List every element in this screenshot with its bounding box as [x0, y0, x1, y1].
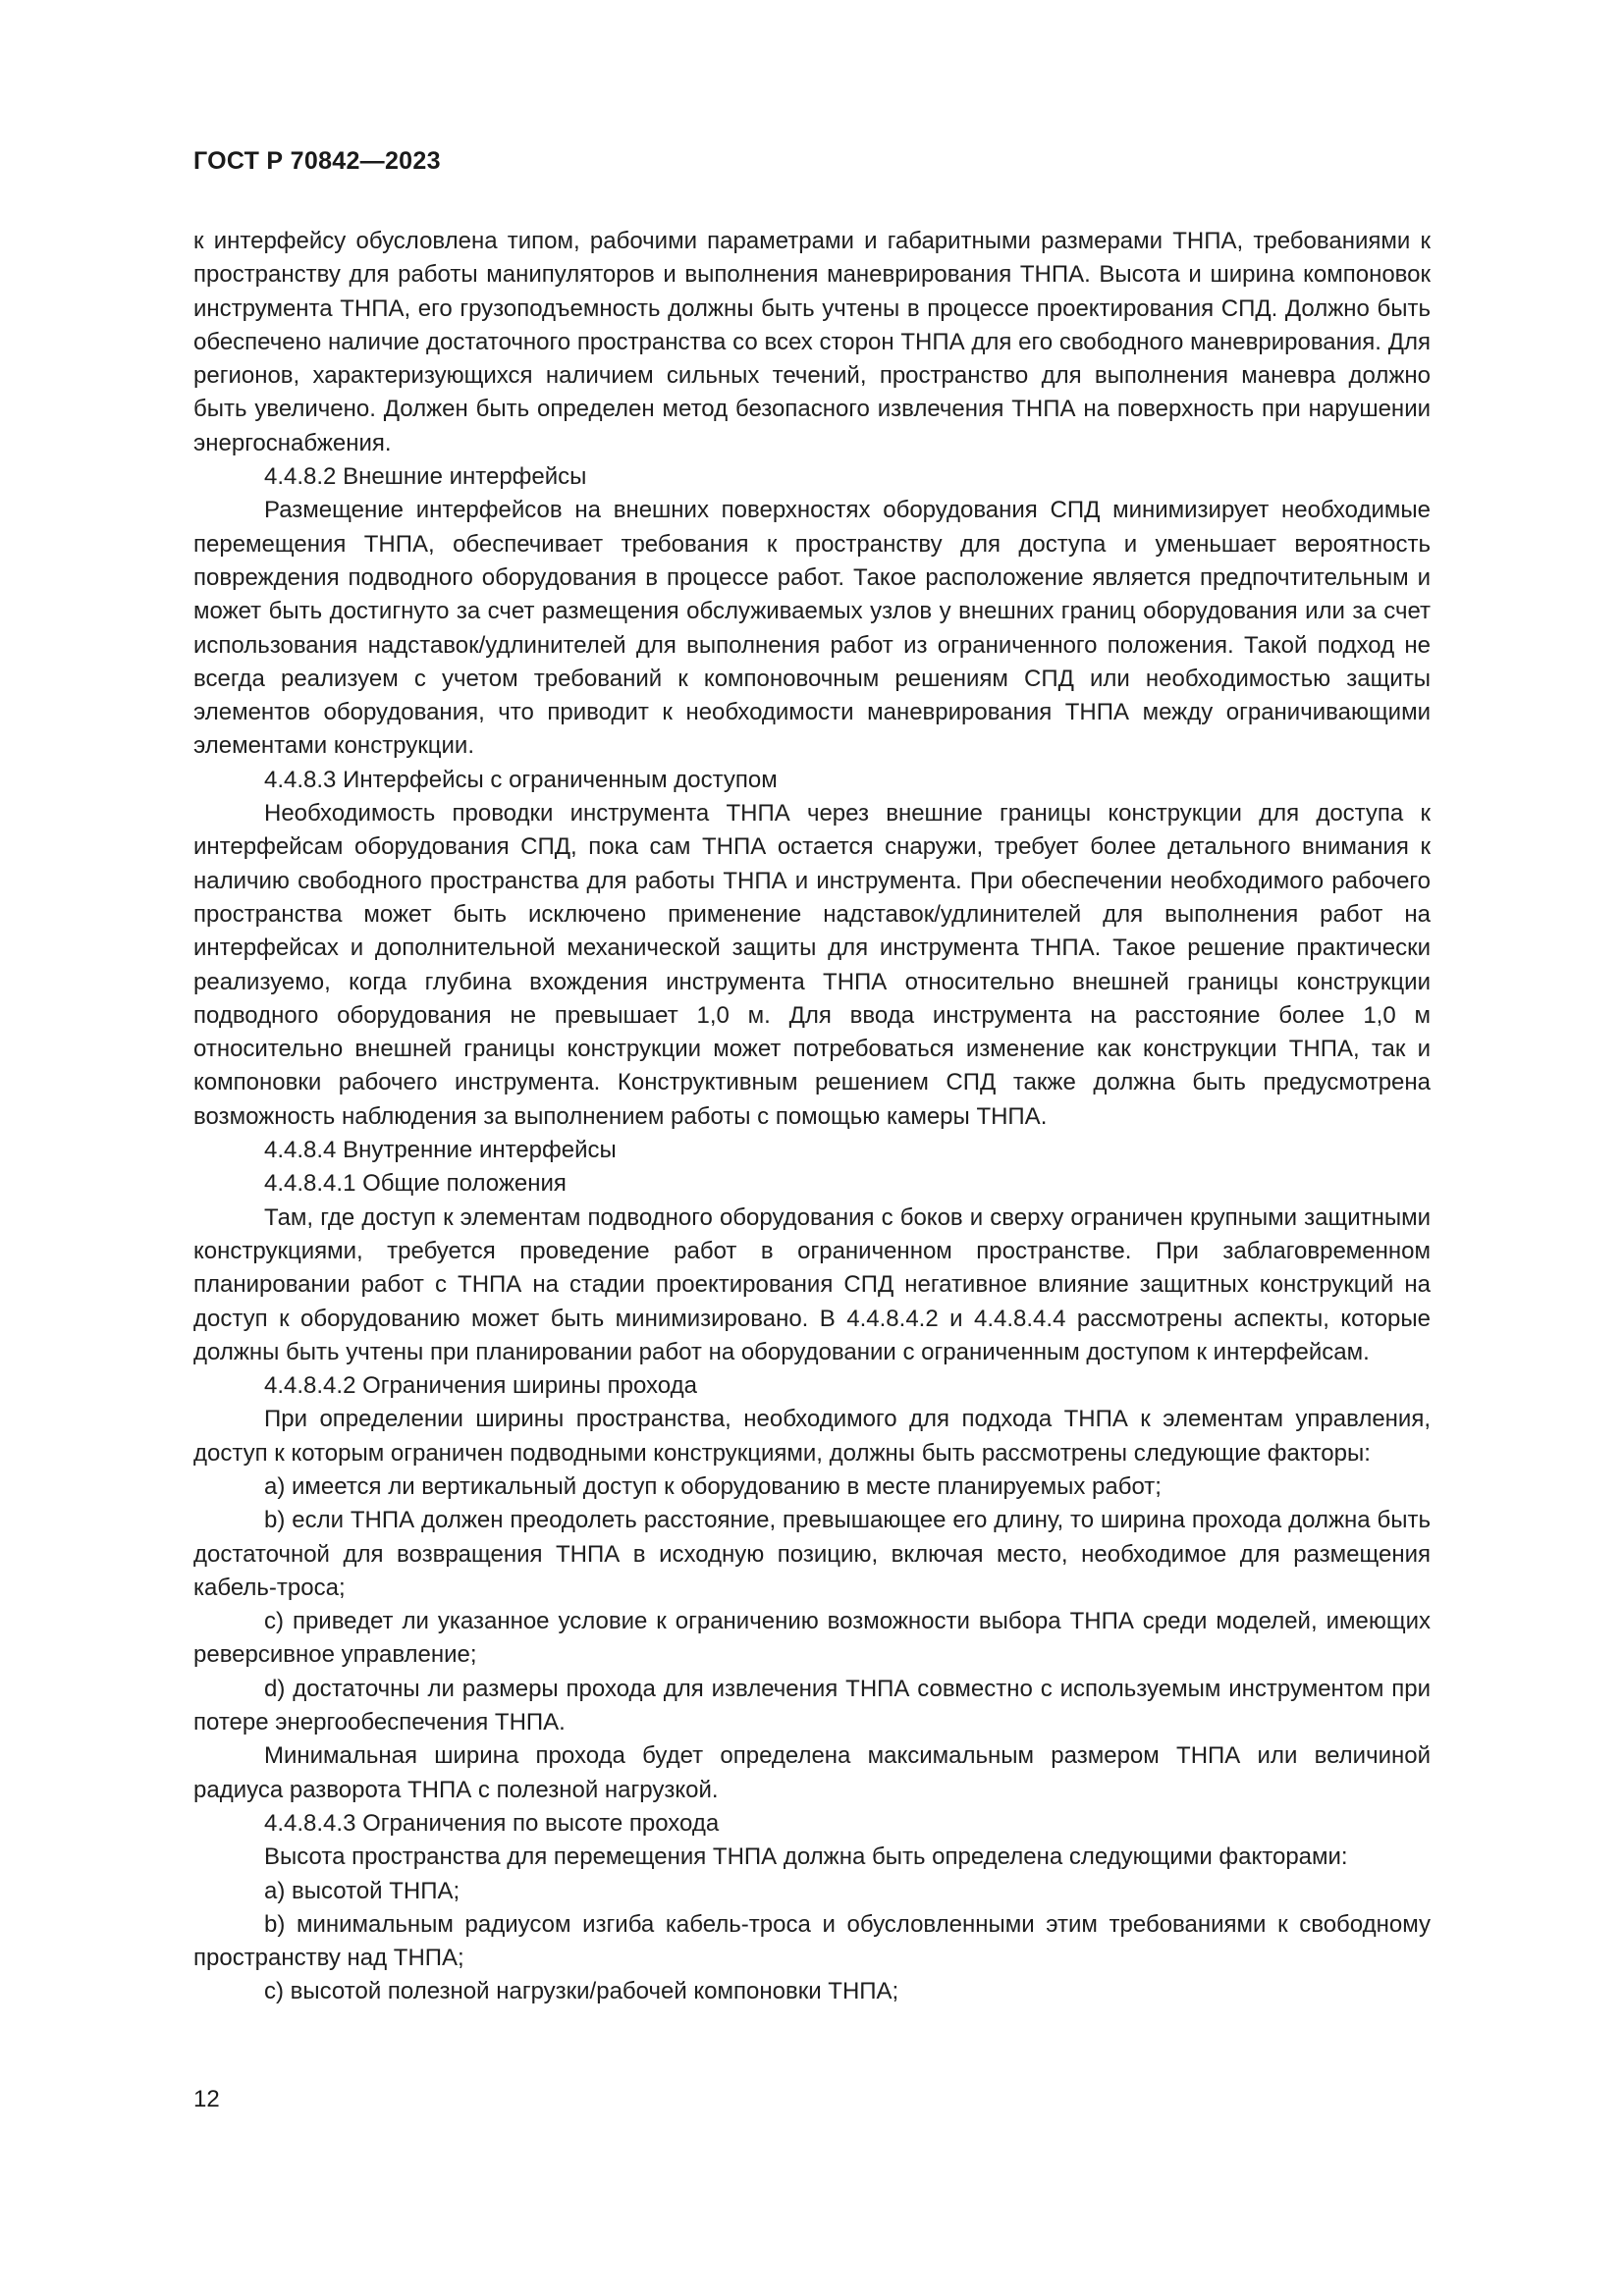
page-number: 12 [193, 2086, 220, 2112]
list-item: d) достаточны ли размеры прохода для извлечения ТНПА совместно с используемым инструментом при потере энергообеспечения ТНПА. [193, 1675, 1431, 1736]
section-heading-4-4-8-3: 4.4.8.3 Интерфейсы с ограниченным доступом [264, 766, 778, 793]
section-heading-4-4-8-4-2: 4.4.8.4.2 Ограничения ширины прохода [264, 1372, 697, 1400]
paragraph: Необходимость проводки инструмента ТНПА через внешние границы конструкции для доступа к интерфейсам оборудования СПД, пока сам ТНПА остается снаружи, требует более детального внимания к наличию свободного пространства для работы ТНПА и инструмента. При обеспечении необходимого рабочего пространства может быть исключено применение надставок/удлинителей для выполнения работ на интерфейсах и дополнительной механической защиты для инструмента ТНПА. Такое решение практически реализуемо, когда глубина вхождения инструмента ТНПА относительно внешней границы конструкции подводного оборудования не превышает 1,0 м. Для ввода инструмента на расстояние более 1,0 м относительно внешней границы конструкции может потребоваться изменение как конструкции ТНПА, так и компоновки рабочего инструмента. Конструктивным решением СПД также должна быть предусмотрена возможность наблюдения за выполнением работы с помощью камеры ТНПА. [193, 800, 1431, 1130]
paragraph-continuation: к интерфейсу обусловлена типом, рабочими параметрами и габаритными размерами ТНПА, требованиями к пространству для работы манипуляторов и выполнения маневрирования ТНПА. Высота и ширина компоновок инструмента ТНПА, его грузоподъемность должны быть учтены в процессе проектирования СПД. Должно быть обеспечено наличие достаточного пространства со всех сторон ТНПА для его свободного маневрирования. Для регионов, характеризующихся наличием сильных течений, пространство для выполнения маневра должно быть увеличено. Должен быть определен метод безопасного извлечения ТНПА на поверхность при нарушении энергоснабжения. [193, 228, 1431, 456]
list-item: a) имеется ли вертикальный доступ к оборудованию в месте планируемых работ; [264, 1472, 1162, 1500]
list-item: a) высотой ТНПА; [264, 1877, 460, 1904]
document-body [193, 225, 1431, 2009]
list-item: c) приведет ли указанное условие к ограничению возможности выбора ТНПА среди моделей, имеющих реверсивное управление; [193, 1608, 1431, 1669]
paragraph: При определении ширины пространства, необходимого для подхода ТНПА к элементам управления, доступ к которым ограничен подводными конструкциями, должны быть рассмотрены следующие факторы: [193, 1406, 1431, 1467]
paragraph: Высота пространства для перемещения ТНПА должна быть определена следующими факторами: [264, 1843, 1348, 1871]
section-heading-4-4-8-4-3: 4.4.8.4.3 Ограничения по высоте прохода [264, 1809, 720, 1837]
section-heading-4-4-8-2: 4.4.8.2 Внешние интерфейсы [264, 463, 587, 491]
paragraph: Там, где доступ к элементам подводного оборудования с боков и сверху ограничен крупными защитными конструкциями, требуется проведение работ в ограниченном пространстве. При заблаговременном планировании работ с ТНПА на стадии проектирования СПД негативное влияние защитных конструкций на доступ к оборудованию может быть минимизировано. В 4.4.8.4.2 и 4.4.8.4.4 рассмотрены аспекты, которые должны быть учтены при планировании работ на оборудовании с ограниченным доступом к интерфейсам. [193, 1203, 1431, 1365]
paragraph: Минимальная ширина прохода будет определена максимальным размером ТНПА или величиной радиуса разворота ТНПА с полезной нагрузкой. [193, 1742, 1431, 1803]
section-heading-4-4-8-4-1: 4.4.8.4.1 Общие положения [264, 1170, 567, 1198]
section-heading-4-4-8-4: 4.4.8.4 Внутренние интерфейсы [264, 1137, 617, 1164]
document-header-standard: ГОСТ Р 70842—2023 [193, 147, 441, 175]
list-item: b) если ТНПА должен преодолеть расстояние, превышающее его длину, то ширина прохода должна быть достаточной для возвращения ТНПА в исходную позицию, включая место, необходимое для размещения кабель-троса; [193, 1507, 1431, 1601]
list-item: b) минимальным радиусом изгиба кабель-троса и обусловленными этим требованиями к свободному пространству над ТНПА; [193, 1910, 1431, 1972]
list-item: c) высотой полезной нагрузки/рабочей компоновки ТНПА; [264, 1978, 899, 2005]
paragraph: Размещение интерфейсов на внешних поверхностях оборудования СПД минимизирует необходимые перемещения ТНПА, обеспечивает требования к пространству для доступа и уменьшает вероятность повреждения подводного оборудования в процессе работ. Такое расположение является предпочтительным и может быть достигнуто за счет размещения обслуживаемых узлов у внешних границ оборудования или за счет использования надставок/удлинителей для выполнения работ из ограниченного положения. Такой подход не всегда реализуем с учетом требований к компоновочным решениям СПД или необходимостью защиты элементов оборудования, что приводит к необходимости маневрирования ТНПА между ограничивающими элементами конструкции. [193, 497, 1431, 760]
